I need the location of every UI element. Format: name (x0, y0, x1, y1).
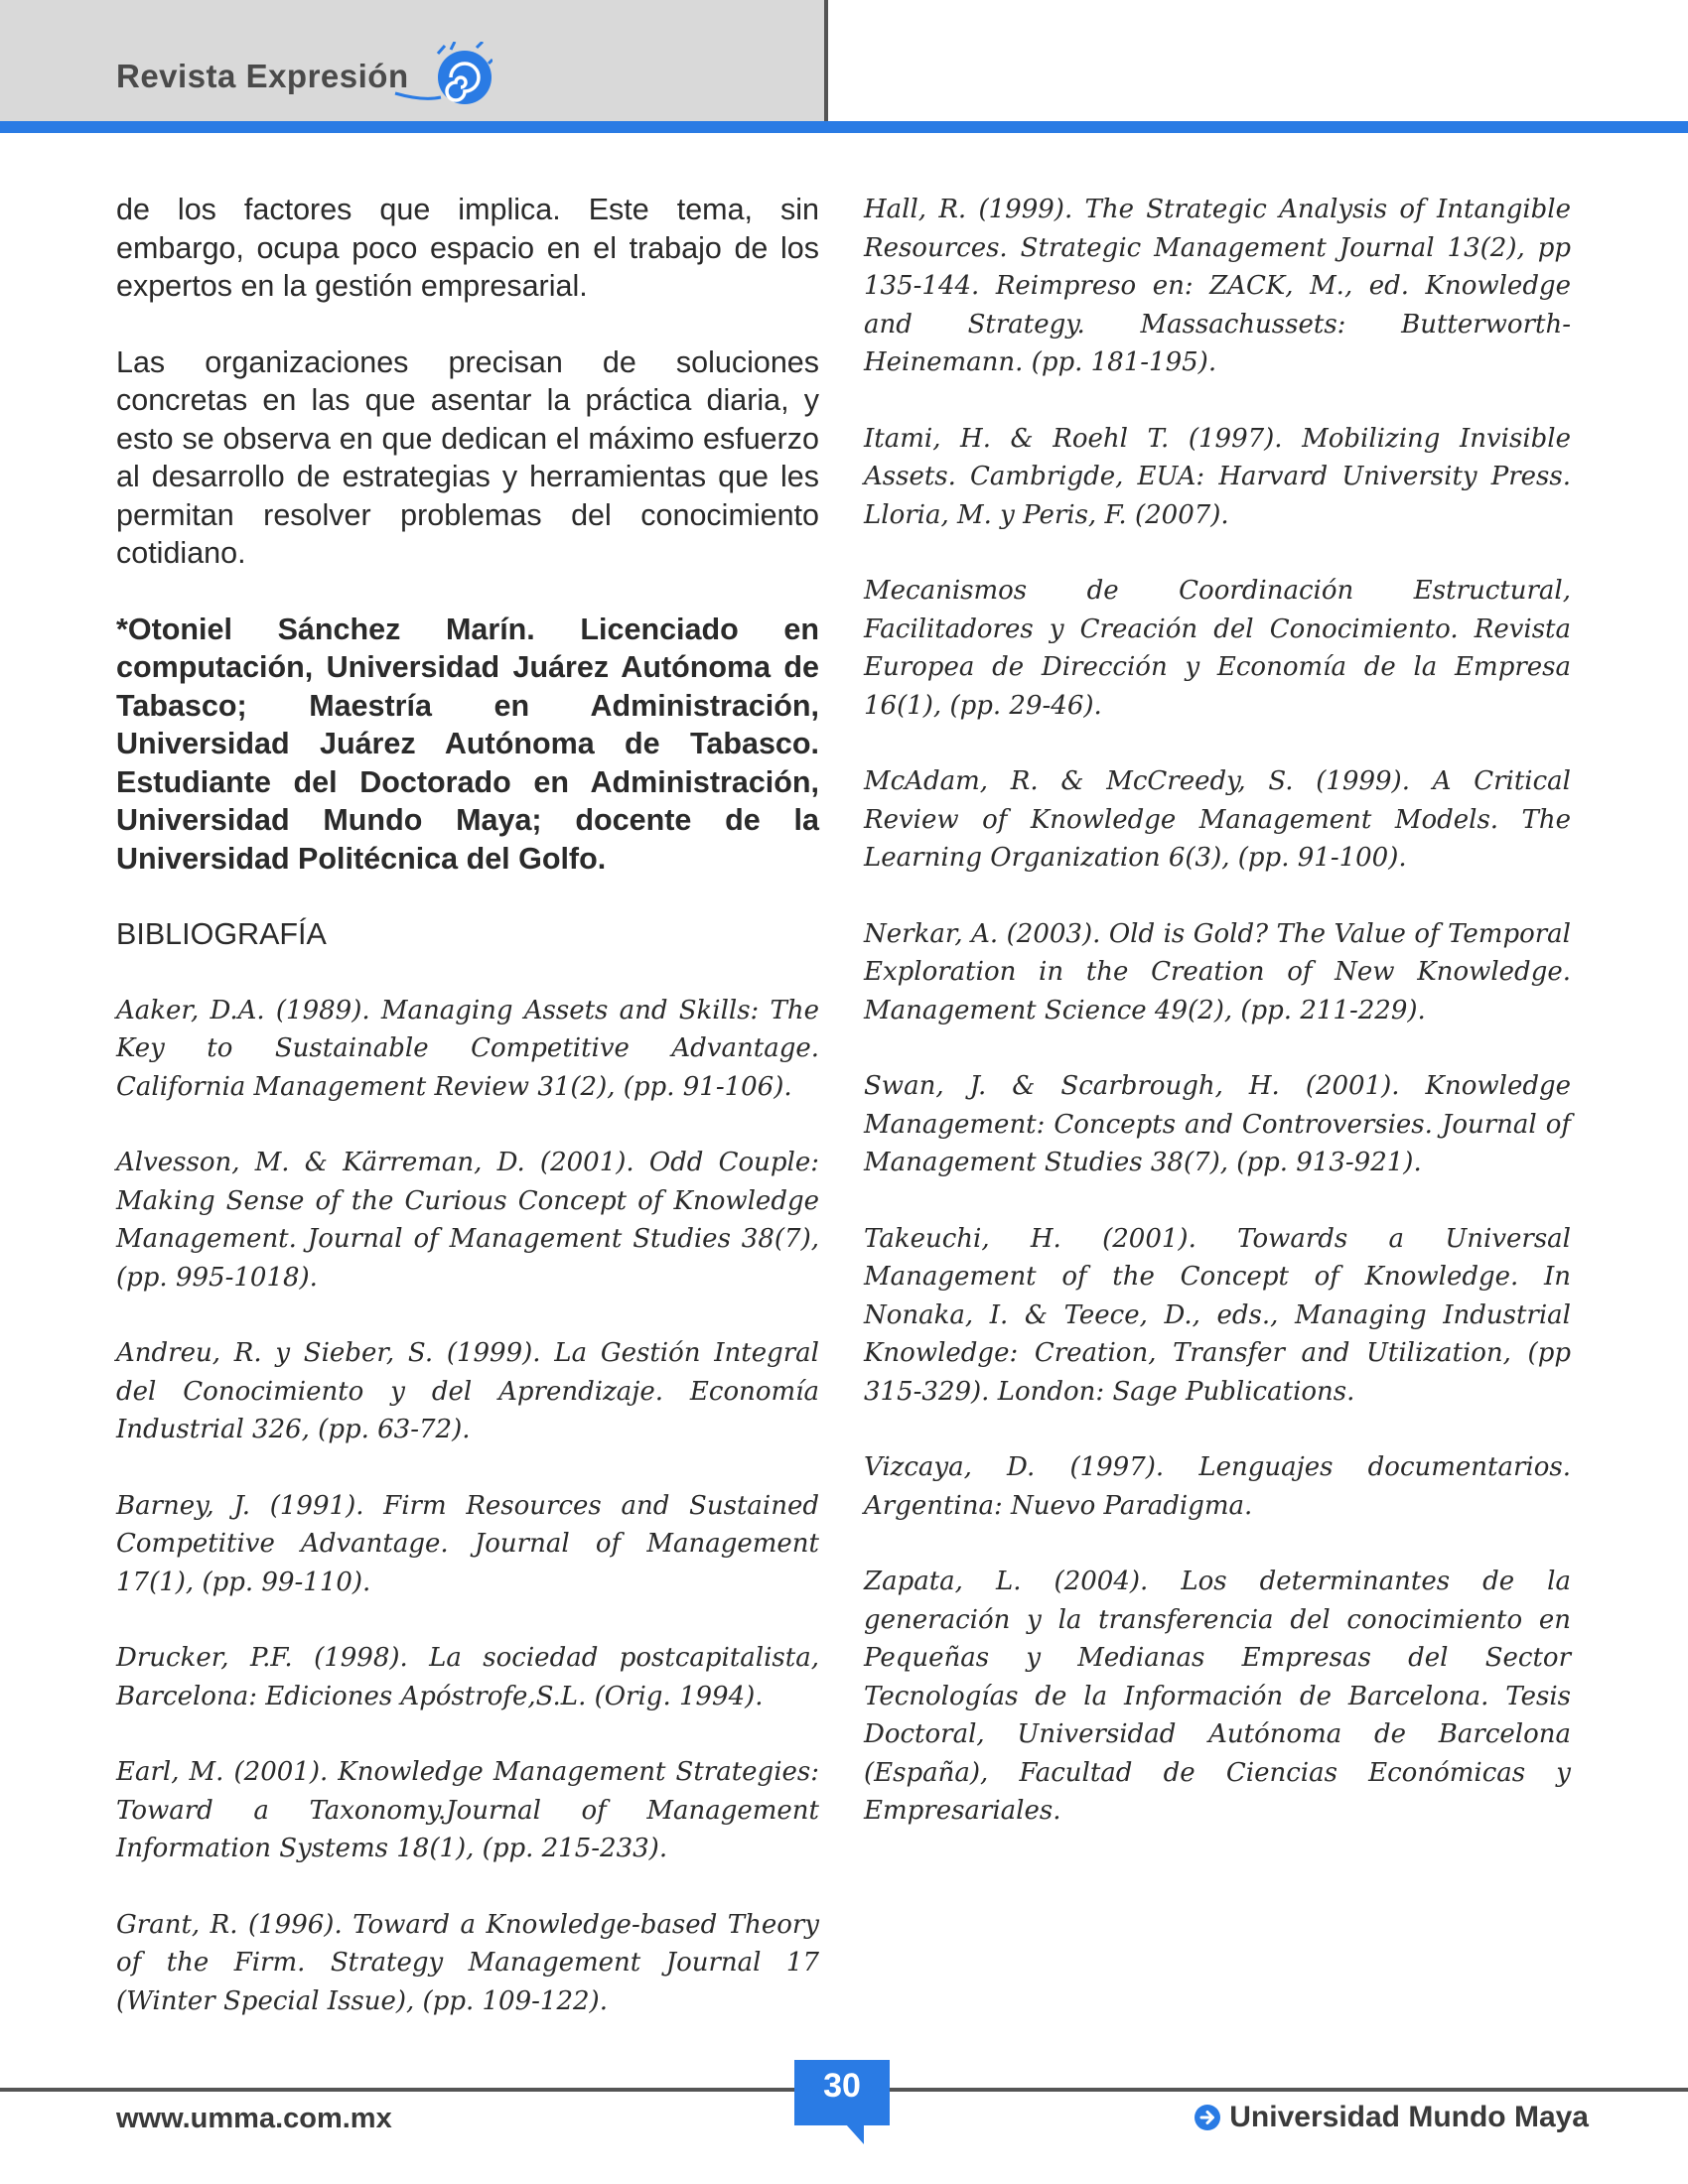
reference-item: Mecanismos de Coordinación Estructural, Facilitadores y Creación del Conocimiento. Revista Europea de Dirección y Economía de la Empresa 16(1), (pp. 29-46). (864, 576, 1571, 721)
reference-item: Earl, M. (2001). Knowledge Management Strategies: Toward a Taxonomy.Journal of Management Information Systems 18(1), (pp. 215-233). (116, 1757, 819, 1863)
section-heading: BIBLIOGRAFÍA (116, 917, 327, 951)
header-divider (824, 0, 828, 121)
body-paragraph: Las organizaciones precisan de soluciones concretas en las que asentar la práctica diaria, y esto se observa en que dedican el máximo esfuerzo al desarrollo de estrategias y herramientas que les permitan resolver problemas del conocimiento cotidiano. (116, 344, 819, 570)
arrow-circle-right-icon (1194, 2104, 1221, 2131)
university-name: Universidad Mundo Maya (1229, 2101, 1589, 2133)
body-paragraph: de los factores que implica. Este tema, sin embargo, ocupa poco espacio en el trabajo de los expertos en la gestión empresarial. (116, 193, 819, 303)
spiral-wave-icon (393, 42, 492, 115)
page-number-badge-tail (846, 2124, 864, 2144)
reference-item: Alvesson, M. & Kärreman, D. (2001). Odd Couple: Making Sense of the Curious Concept of Knowledge Management. Journal of Management Studies 38(7), (pp. 995-1018). (116, 1148, 819, 1293)
footer-website-link[interactable]: www.umma.com.mx (116, 2103, 392, 2134)
reference-item: Zapata, L. (2004). Los determinantes de la generación y la transferencia del conocimiento en Pequeñas y Medianas Empresas del Sector Tecnologías de la Información de Barcelona. Tesis Doctoral, Universidad Autónoma de Barcelona (España), Facultad de Ciencias Económicas y Empresariales. (864, 1567, 1571, 1826)
reference-item: Aaker, D.A. (1989). Managing Assets and Skills: The Key to Sustainable Competitive Advantage. California Management Review 31(2), (pp. 91-106). (116, 995, 819, 1102)
left-column (116, 191, 819, 2020)
right-column (864, 191, 1571, 1831)
reference-item: Hall, R. (1999). The Strategic Analysis of Intangible Resources. Strategic Management Journal 13(2), pp 135-144. Reimpreso en: ZACK, M., ed. Knowledge and Strategy. Massachussets: Butterworth-Heinemann. (pp. 181-195). (864, 195, 1571, 377)
reference-item: Vizcaya, D. (1997). Lenguajes documentarios. Argentina: Nuevo Paradigma. (864, 1452, 1571, 1521)
reference-item: Nerkar, A. (2003). Old is Gold? The Value of Temporal Exploration in the Creation of New Knowledge. Management Science 49(2), (pp. 211-229). (864, 918, 1571, 1025)
journal-title: Revista Expresión (116, 58, 409, 94)
reference-item: Grant, R. (1996). Toward a Knowledge-based Theory of the Firm. Strategy Management Journal 17 (Winter Special Issue), (pp. 109-122). (116, 1909, 819, 2016)
reference-item: Barney, J. (1991). Firm Resources and Sustained Competitive Advantage. Journal of Management 17(1), (pp. 99-110). (116, 1490, 819, 1597)
reference-item: Takeuchi, H. (2001). Towards a Universal Management of the Concept of Knowledge. In Nonaka, I. & Teece, D., eds., Managing Industrial Knowledge: Creation, Transfer and Utilization, (pp 315-329). London: Sage Publications. (864, 1223, 1571, 1407)
reference-item: Drucker, P.F. (1998). La sociedad postcapitalista, Barcelona: Ediciones Apóstrofe,S.L. (Orig. 1994). (116, 1643, 819, 1711)
header-accent-bar (0, 121, 1688, 133)
reference-item: McAdam, R. & McCreedy, S. (1999). A Critical Review of Knowledge Management Models. The Learning Organization 6(3), (pp. 91-100). (864, 766, 1571, 873)
reference-item: Andreu, R. y Sieber, S. (1999). La Gestión Integral del Conocimiento y del Aprendizaje. Economía Industrial 326, (pp. 63-72). (116, 1338, 819, 1444)
footer-university (1194, 2101, 1589, 2134)
author-note: *Otoniel Sánchez Marín. Licenciado en computación, Universidad Juárez Autónoma de Tabasco; Maestría en Administración, Universidad Juárez Autónoma de Tabasco. Estudiante del Doctorado en Administración, Universidad Mundo Maya; docente de la Universidad Politécnica del Golfo. (116, 612, 819, 876)
reference-item: Swan, J. & Scarbrough, H. (2001). Knowledge Management: Concepts and Controversies. Journal of Management Studies 38(7), (pp. 913-921). (864, 1071, 1571, 1177)
page-number: 30 (823, 2067, 861, 2105)
reference-item: Itami, H. & Roehl T. (1997). Mobilizing Invisible Assets. Cambrigde, EUA: Harvard University Press. Lloria, M. y Peris, F. (2007). (864, 423, 1571, 530)
